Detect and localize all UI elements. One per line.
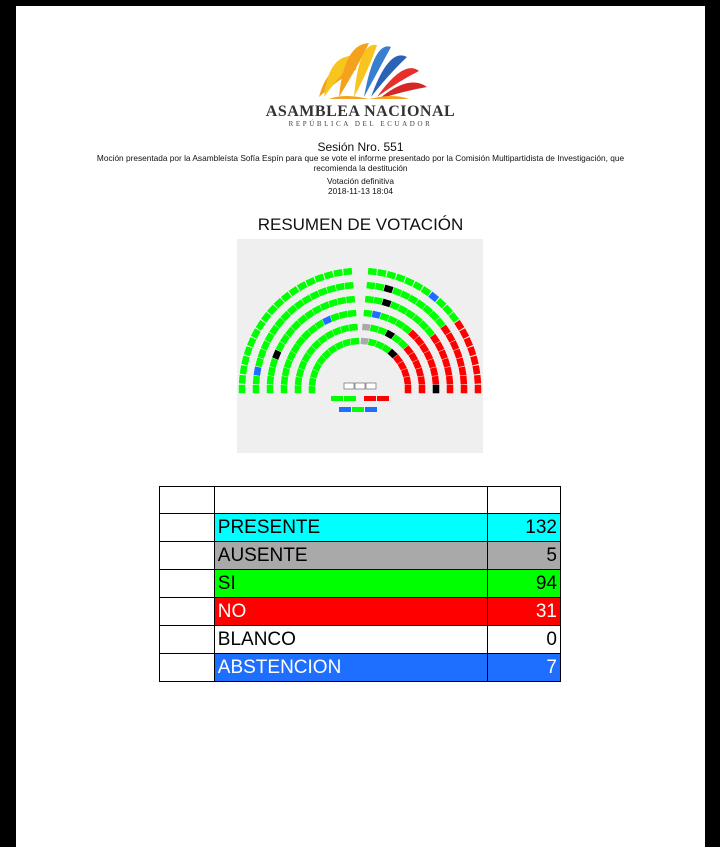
result-value: 0 — [488, 626, 561, 654]
result-value: 94 — [488, 570, 561, 598]
seat — [461, 385, 468, 394]
seating-chart — [237, 239, 483, 453]
result-label: PRESENTE — [214, 514, 487, 542]
seat — [417, 376, 425, 386]
seat — [458, 366, 466, 376]
seat — [253, 385, 260, 394]
seat — [266, 375, 274, 385]
seat — [470, 355, 479, 365]
seat — [386, 271, 397, 280]
seat — [335, 283, 345, 292]
seat — [324, 271, 335, 280]
seat — [343, 268, 353, 276]
result-row-blanco — [160, 626, 561, 654]
seat — [432, 376, 440, 386]
result-row-spacer — [160, 514, 215, 542]
seat — [295, 385, 302, 394]
table-header-cell — [488, 487, 561, 514]
result-value: 31 — [488, 598, 561, 626]
result-row-abstencion — [160, 654, 561, 682]
legend-seat — [331, 396, 343, 401]
seat — [337, 296, 347, 305]
vote-summary-page — [16, 6, 705, 847]
result-value: 7 — [488, 654, 561, 682]
result-row-spacer — [160, 626, 215, 654]
seat — [281, 385, 288, 394]
seat — [344, 282, 354, 290]
result-label: SI — [214, 570, 487, 598]
result-row-si — [160, 570, 561, 598]
seat — [239, 365, 247, 375]
seat — [444, 366, 453, 376]
seat — [350, 337, 360, 345]
legend-seat — [364, 396, 376, 401]
asamblea-logo — [299, 39, 439, 103]
seat — [472, 365, 480, 375]
vote-datetime: 2018-11-13 18:04 — [328, 186, 393, 196]
seat — [239, 385, 246, 394]
seat — [346, 296, 356, 304]
presidium-seat — [344, 383, 354, 389]
seat — [447, 385, 454, 394]
summary-title: RESUMEN DE VOTACIÓN — [257, 215, 464, 234]
seat — [460, 375, 468, 385]
seat — [377, 269, 387, 278]
result-label: ABSTENCION — [214, 654, 487, 682]
seat — [239, 375, 247, 385]
legend-seat — [365, 407, 377, 412]
seat — [405, 385, 412, 394]
seat — [475, 385, 482, 394]
seat — [267, 385, 274, 394]
seat — [243, 346, 253, 357]
seat — [253, 366, 261, 376]
result-value: 132 — [488, 514, 561, 542]
result-label: NO — [214, 598, 487, 626]
presidium-seat — [355, 383, 365, 389]
seat — [474, 375, 482, 385]
vote-type: Votación definitiva — [327, 176, 394, 186]
result-label: BLANCO — [214, 626, 487, 654]
result-value: 5 — [488, 542, 561, 570]
result-row-spacer — [160, 598, 215, 626]
result-row-spacer — [160, 570, 215, 598]
result-row-ausente — [160, 542, 561, 570]
session-number: Sesión Nro. 551 — [317, 140, 404, 154]
seat — [367, 268, 377, 276]
legend-seat — [352, 407, 364, 412]
table-header-cell — [160, 487, 215, 514]
vote-results-table — [159, 486, 561, 682]
result-row-spacer — [160, 654, 215, 682]
seat — [433, 385, 440, 394]
seat — [347, 309, 357, 317]
table-header-row — [160, 487, 561, 514]
result-row-presente — [160, 514, 561, 542]
seat — [375, 283, 385, 292]
seat — [467, 346, 477, 357]
seat — [365, 296, 375, 304]
seat — [456, 357, 465, 367]
legend-seat — [377, 396, 389, 401]
seat — [326, 284, 337, 293]
motion-text: Moción presentada por la Asambleísta Sofía Espín para que se vote el informe presentado por la Comisión Multipartidista de Investigación, que recomienda la destitución — [96, 153, 625, 173]
legend-seat — [344, 396, 356, 401]
seat — [241, 355, 250, 365]
presidium-seat — [366, 383, 376, 389]
seat — [333, 269, 343, 278]
seat — [349, 323, 359, 331]
seat — [419, 385, 426, 394]
result-row-no — [160, 598, 561, 626]
org-subtitle: REPÚBLICA DEL ECUADOR — [288, 120, 433, 128]
legend-seat — [339, 407, 351, 412]
seat — [253, 375, 261, 385]
result-row-spacer — [160, 542, 215, 570]
seat — [446, 375, 454, 385]
org-name: ASAMBLEA NACIONAL — [265, 103, 456, 120]
result-label: AUSENTE — [214, 542, 487, 570]
table-header-cell — [214, 487, 487, 514]
seat — [366, 282, 376, 290]
